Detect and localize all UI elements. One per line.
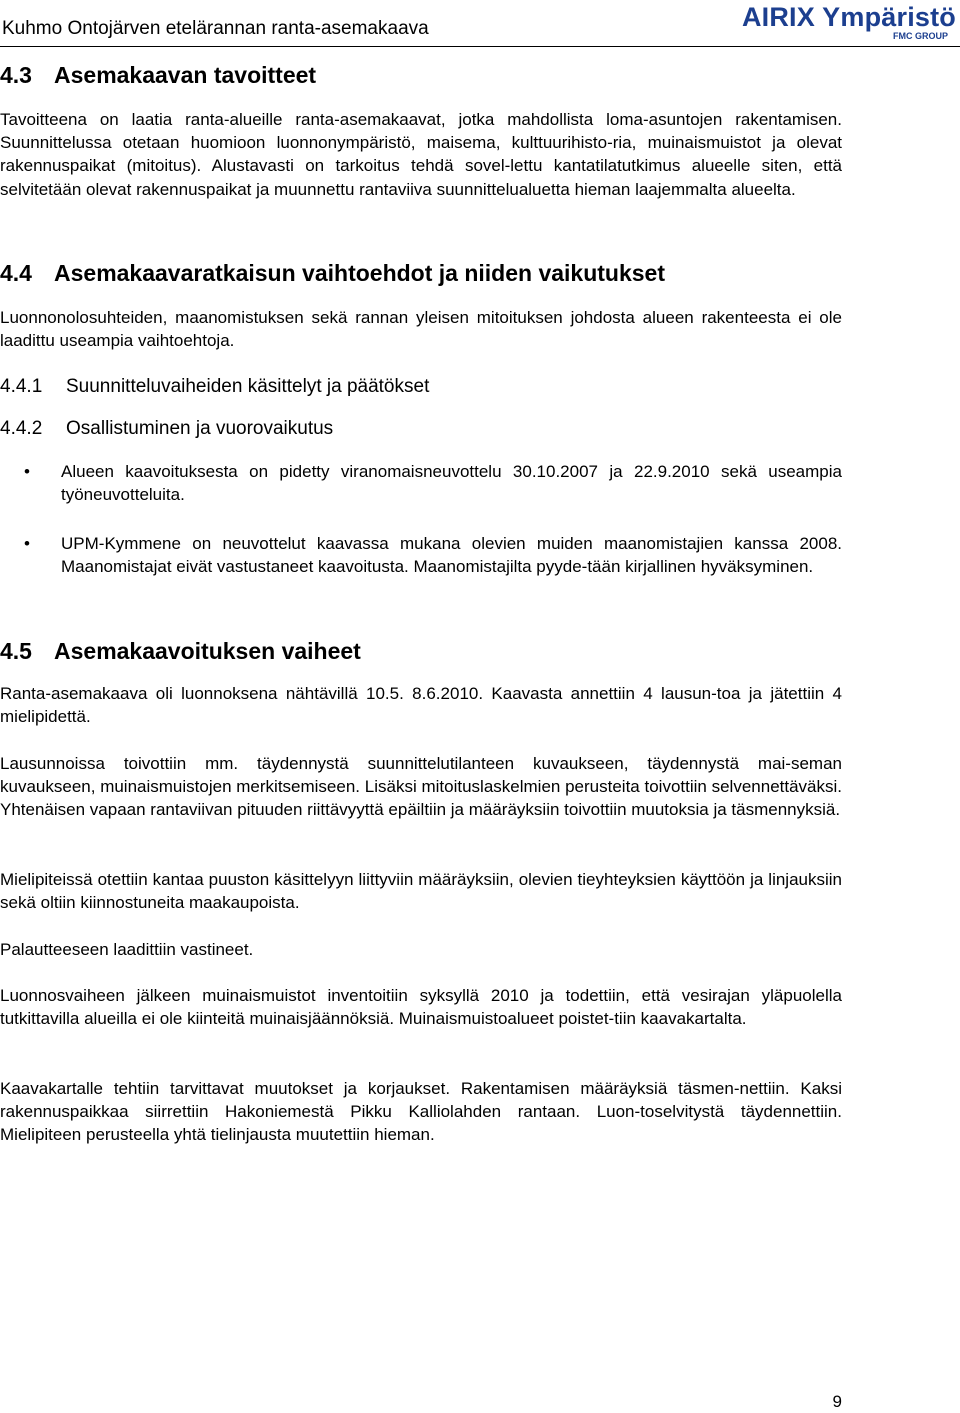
paragraph: Lausunnoissa toivottiin mm. täydennystä suunnittelutilanteen kuvaukseen, täydennystä mai-seman kuvaukseen, muinaismuistojen merkitsemiseen. Lisäksi mitoituslaskelmien perusteita toivottiin selvennettäväksi. Yhtenäisen vapaan rantaviivan pituuden riittävyyttä epäiltiin ja määräyksiin toivottiin muutoksia ja täsmennyksiä. [0,754,842,820]
paragraph: Palautteeseen laadittiin vastineet. [0,940,254,959]
list-item-text: UPM-Kymmene on neuvottelut kaavassa mukana olevien muiden maanomistajien kanssa 2008. Maanomistajat eivät vastustaneet kaavoitusta. Maanomistajilta pyyde-tään kirjallinen hyväksyminen. [61,534,842,577]
paragraph: Luonnosvaiheen jälkeen muinaismuistot inventoitiin syksyllä 2010 ja todettiin, että vesirajan yläpuolella tutkittavilla alueilla ei ole kiinteitä muinaisjäännöksiä. Muinaismuistoalueet poistet-tiin kaavakartalta. [0,986,842,1029]
paragraph: Ranta-asemakaava oli luonnoksena nähtävillä 10.5. 8.6.2010. Kaavasta annettiin 4 lausun-toa ja jätettiin 4 mielipidettä. [0,684,842,727]
heading-text: Suunnitteluvaiheiden käsittelyt ja päätökset [66,376,430,397]
heading-4-4-1 [0,376,429,398]
heading-number: 4.4.2 [0,418,43,439]
heading-4-3 [0,62,316,89]
heading-number: 4.3 [0,62,32,88]
header-divider [0,46,960,47]
heading-number: 4.5 [0,638,32,664]
bullet-icon: • [24,462,30,481]
list-item-text: Alueen kaavoituksesta on pidetty viranomaisneuvottelu 30.10.2007 ja 22.9.2010 sekä useampia työneuvotteluita. [61,462,842,505]
heading-text: Osallistuminen ja vuorovaikutus [66,418,334,439]
bullet-icon: • [24,534,30,553]
airix-logo [736,0,956,48]
paragraph: Tavoitteena on laatia ranta-alueille ranta-asemakaavat, jotka mahdollista loma-asuntojen rakentamisen. Suunnittelussa otetaan huomioon luonnonympäristö, maisema, kulttuurihisto-ria, muinaismuistot ja olevat rakennuspaikat (mitoitus). Alustavasti on tarkoitus tehdä sovel-lettu kantatilatutkimus alueelle siten, että selvitetään olevat rakennuspaikat ja muunnettu rantaviiva suunnittelualuetta hieman laajemmalta alueelta. [0,110,842,199]
heading-text: Asemakaavaratkaisun vaihtoehdot ja niiden vaikutukset [54,260,666,286]
header-title: Kuhmo Ontojärven etelärannan ranta-asemakaava [2,18,429,39]
heading-text: Asemakaavoituksen vaiheet [54,638,361,664]
logo-subtext: FMC GROUP [893,31,948,41]
heading-text: Asemakaavan tavoitteet [54,62,317,88]
paragraph: Luonnonolosuhteiden, maanomistuksen sekä rannan yleisen mitoituksen johdosta alueen rakenteesta ei ole laadittu useampia vaihtoehtoja. [0,308,842,351]
heading-4-4 [0,260,665,287]
page-number: 9 [832,1392,842,1411]
heading-number: 4.4 [0,260,32,286]
heading-4-4-2 [0,418,333,440]
page-header [0,0,960,52]
heading-number: 4.4.1 [0,376,43,397]
paragraph: Mielipiteissä otettiin kantaa puuston käsittelyyn liittyviin määräyksiin, olevien tieyhteyksien käyttöön ja linjauksiin sekä oltiin kiinnostuneita maakaupoista. [0,870,842,913]
heading-4-5 [0,638,361,665]
paragraph: Kaavakartalle tehtiin tarvittavat muutokset ja korjaukset. Rakentamisen määräyksiä täsmen-nettiin. Kaksi rakennuspaikkaa siirrettiin Hakoniemestä Pikku Kalliolahden rantaan. Luon-toselvitystä täydennettiin. Mielipiteen perusteella yhtä tielinjausta muutettiin hieman. [0,1079,842,1145]
logo-text: AIRIX Ympäristö [741,2,956,32]
